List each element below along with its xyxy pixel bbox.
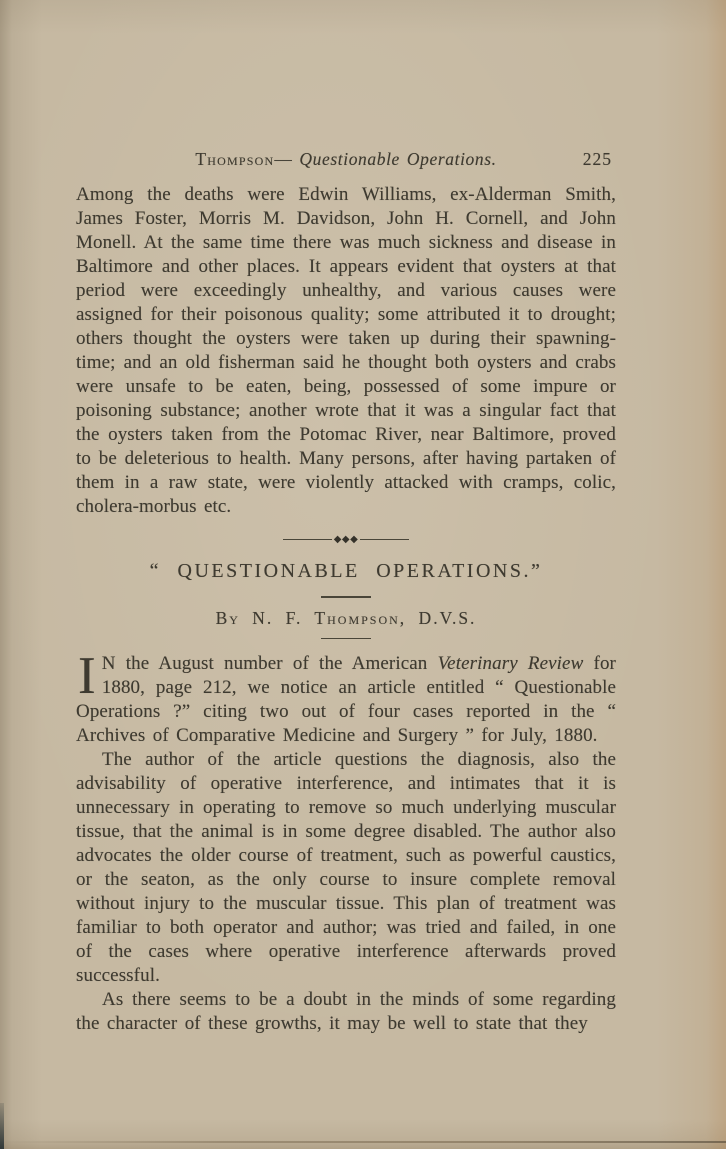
journal-name-italic: Veterinary Review <box>437 653 584 675</box>
divider-diamonds-ornament: ◆◆◆ <box>333 533 359 545</box>
header-separator-dash: — <box>274 149 300 169</box>
paragraph-author-critique: The author of the article questions the diagnosis, also the advisability of operative interference, and intimates that it is unnecessary in operating to remove so much underlying muscular tissue, that the animal is in some degree disabled. The author also advocates the older course of treatment, such as powerful caustics, or the seaton, as the only course to insure complete removal without injury to the muscular tissue. This plan of treatment was familiar to both operator and author; was tried and failed, in one of the cases where operative interference afterwards proved successful. <box>76 749 616 987</box>
title-rule <box>321 596 371 598</box>
page-number: 225 <box>582 149 612 169</box>
bottom-left-corner-shadow <box>0 1103 4 1149</box>
article-title: “ QUESTIONABLE OPERATIONS.” <box>149 560 543 582</box>
divider-left-rule <box>283 539 332 540</box>
divider-right-rule <box>360 539 409 540</box>
byline-rule <box>321 638 371 640</box>
header-author-name: Thompson <box>195 149 275 169</box>
running-header <box>76 147 616 169</box>
section-divider <box>76 533 616 546</box>
article-byline: By N. F. Thompson, D.V.S. <box>215 607 477 628</box>
page-text-block <box>76 147 616 1036</box>
intro-opening-text: N the August number of the American <box>101 653 438 675</box>
drop-cap-initial: I <box>78 647 96 706</box>
page-bottom-edge <box>0 1141 726 1143</box>
header-article-reference: Questionable Operations. <box>299 149 497 169</box>
paragraph-intro <box>76 647 616 748</box>
paragraph-doubt: As there seems to be a doubt in the minds of some regarding the character of these growths, it may be well to state that they <box>76 989 616 1035</box>
intro-closing-text: for 1880, page 212, we notice an article entitled “ Questionable Operations ?” citing two out of four cases reported in the “ Archives of Comparative Medicine and Surgery ” for July, 1880. <box>76 653 616 747</box>
paragraph-oyster-deaths: Among the deaths were Edwin Williams, ex-Alderman Smith, James Foster, Morris M. Davidson, John H. Cornell, and John Monell. At the same time there was much sickness and disease in Baltimore and other places. It appears evident that oysters at that period were exceedingly unhealthy, and various causes were assigned for their poisonous quality; some attributed it to drought; others thought the oysters were taken up during their spawning-time; and an old fisherman said he thought both oysters and crabs were unsafe to be eaten, being, possessed of some impure or poisoning substance; another wrote that it was a singular fact that the oysters taken from the Potomac River, near Baltimore, proved to be deleterious to health. Many persons, after having partaken of them in a raw state, were violently attacked with cramps, colic, cholera-morbus etc. <box>76 184 616 517</box>
running-header-title <box>195 149 496 169</box>
